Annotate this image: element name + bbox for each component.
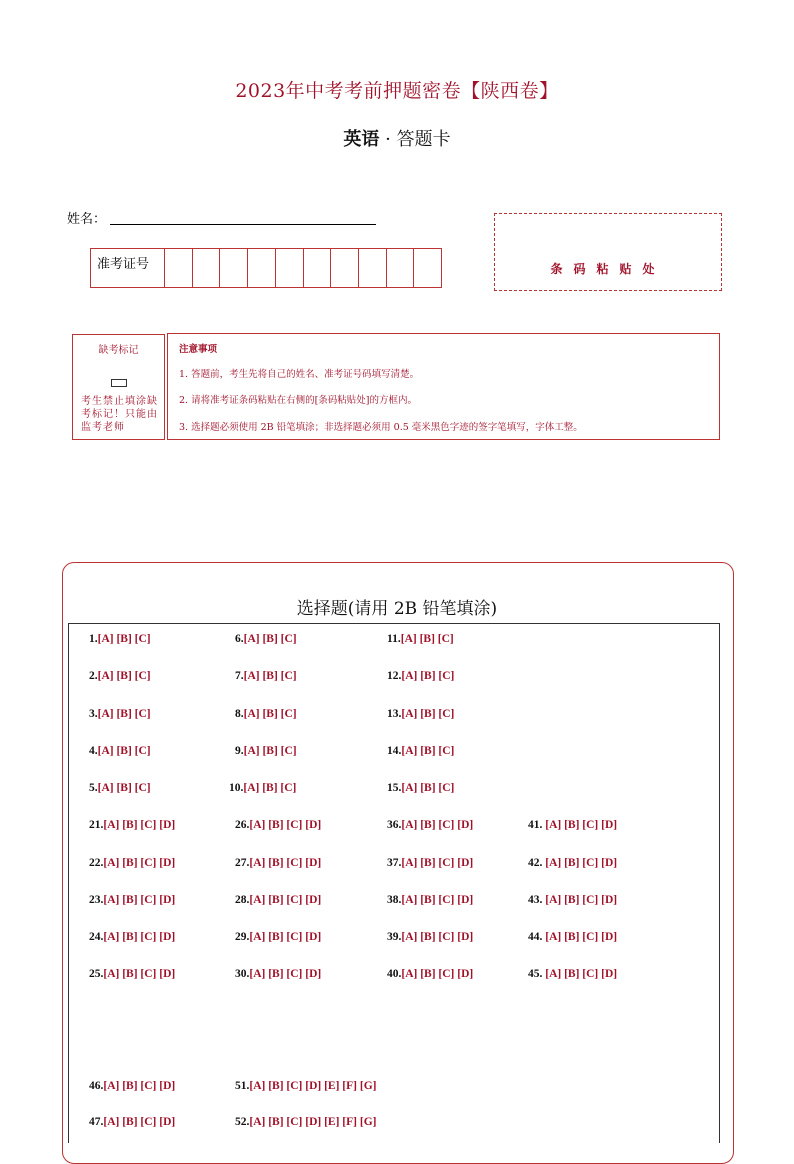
question-row[interactable] (528, 968, 617, 980)
question-row[interactable] (235, 819, 321, 831)
question-options[interactable]: [A] [B] [C] [D] (401, 931, 474, 943)
absent-mark-checkbox[interactable] (111, 379, 127, 387)
notice-item: 1. 答题前，考生先将自己的姓名、准考证号码填写清楚。 (179, 369, 420, 380)
question-row[interactable] (89, 633, 151, 645)
question-number: 6. (235, 633, 244, 645)
question-options[interactable]: [A] [B] [C] (243, 782, 297, 794)
question-row[interactable] (89, 1080, 175, 1092)
question-options[interactable]: [A] [B] [C] [D] (103, 1080, 176, 1092)
question-number: 10. (229, 782, 244, 794)
question-options[interactable]: [A] [B] [C] [D] (103, 857, 176, 869)
question-options[interactable]: [A] [B] [C] [D] [E] [F] [G] (249, 1080, 377, 1092)
question-row[interactable] (387, 633, 454, 645)
question-row[interactable] (528, 819, 617, 831)
question-options[interactable]: [A] [B] [C] (401, 670, 455, 682)
barcode-label: 条码粘贴处 (550, 262, 666, 276)
question-row[interactable] (528, 931, 617, 943)
absent-note: 考生禁止填涂缺考标记！只能由监考老师 (81, 396, 158, 433)
question-row[interactable] (229, 782, 296, 794)
question-row[interactable] (387, 819, 473, 831)
question-options[interactable]: [A] [B] [C] [D] (545, 894, 618, 906)
question-number: 9. (235, 745, 244, 757)
question-options[interactable]: [A] [B] [C] (401, 708, 455, 720)
question-number: 12. (387, 670, 402, 682)
question-row[interactable] (387, 894, 473, 906)
question-number: 14. (387, 745, 402, 757)
question-number: 13. (387, 708, 402, 720)
question-number: 1. (89, 633, 98, 645)
question-options[interactable]: [A] [B] [C] (97, 708, 151, 720)
question-options[interactable]: [A] [B] [C] [D] (249, 857, 322, 869)
question-row[interactable] (235, 670, 297, 682)
exam-id-cell[interactable] (331, 249, 359, 287)
question-number: 38. (387, 894, 402, 906)
question-row[interactable] (528, 894, 617, 906)
question-number: 22. (89, 857, 104, 869)
question-options[interactable]: [A] [B] [C] (243, 633, 297, 645)
question-options[interactable]: [A] [B] [C] [D] (545, 857, 618, 869)
question-number: 5. (89, 782, 98, 794)
question-options[interactable]: [A] [B] [C] [D] (545, 968, 618, 980)
question-row[interactable] (387, 708, 454, 720)
question-number: 28. (235, 894, 250, 906)
question-row[interactable] (89, 782, 151, 794)
exam-id-cell[interactable] (165, 249, 193, 287)
question-options[interactable]: [A] [B] [C] (97, 782, 151, 794)
question-number: 27. (235, 857, 250, 869)
question-number: 40. (387, 968, 402, 980)
question-number: 39. (387, 931, 402, 943)
question-number: 42. (528, 857, 543, 869)
notice-item: 3. 选择题必须使用 2B 铅笔填涂；非选择题必须用 0.5 毫米黑色字迹的签字笔填写，字体工整。 (179, 422, 583, 433)
question-options[interactable]: [A] [B] [C] (243, 708, 297, 720)
question-options[interactable]: [A] [B] [C] [D] (401, 819, 474, 831)
question-options[interactable]: [A] [B] [C] [D] (249, 931, 322, 943)
question-row[interactable] (387, 745, 454, 757)
barcode-area (494, 213, 722, 291)
question-row[interactable] (387, 968, 473, 980)
question-row[interactable] (235, 968, 321, 980)
question-options[interactable]: [A] [B] [C] (401, 745, 455, 757)
exam-id-cell[interactable] (193, 249, 221, 287)
question-number: 11. (387, 633, 401, 645)
question-row[interactable] (89, 745, 151, 757)
question-row[interactable] (387, 782, 454, 794)
question-row[interactable] (89, 931, 175, 943)
question-options[interactable]: [A] [B] [C] (400, 633, 454, 645)
question-options[interactable]: [A] [B] [C] [D] (249, 894, 322, 906)
question-row[interactable] (528, 857, 617, 869)
exam-id-cell[interactable] (387, 249, 415, 287)
question-options[interactable]: [A] [B] [C] (401, 782, 455, 794)
notice-title: 注意事项 (179, 344, 218, 355)
question-number: 8. (235, 708, 244, 720)
question-number: 44. (528, 931, 543, 943)
question-options[interactable]: [A] [B] [C] (97, 633, 151, 645)
question-row[interactable] (89, 894, 175, 906)
question-number: 2. (89, 670, 98, 682)
question-row[interactable] (387, 670, 454, 682)
question-row[interactable] (235, 1080, 376, 1092)
question-number: 51. (235, 1080, 250, 1092)
question-number: 46. (89, 1080, 104, 1092)
question-row[interactable] (89, 857, 175, 869)
question-options[interactable]: [A] [B] [C] [D] (103, 1116, 176, 1128)
question-number: 43. (528, 894, 543, 906)
exam-id-cell[interactable] (414, 249, 441, 287)
subject-label: 英语 (343, 129, 380, 150)
exam-id-cell[interactable] (248, 249, 276, 287)
question-number: 24. (89, 931, 104, 943)
question-number: 3. (89, 708, 98, 720)
card-label: 答题卡 (396, 129, 451, 150)
question-row[interactable] (235, 745, 297, 757)
question-options[interactable]: [A] [B] [C] (97, 670, 151, 682)
question-options[interactable]: [A] [B] [C] (243, 745, 297, 757)
question-options[interactable]: [A] [B] [C] [D] (249, 968, 322, 980)
question-options[interactable]: [A] [B] [C] [D] (103, 819, 176, 831)
question-row[interactable] (235, 857, 321, 869)
name-label: 姓名： (67, 212, 107, 227)
question-row[interactable] (89, 968, 175, 980)
question-number: 23. (89, 894, 104, 906)
name-field[interactable] (110, 224, 376, 225)
page-subtitle (0, 125, 794, 151)
question-number: 30. (235, 968, 250, 980)
question-row[interactable] (235, 633, 297, 645)
question-row[interactable] (235, 894, 321, 906)
exam-id-box (90, 248, 442, 288)
subtitle-dot: · (385, 129, 391, 150)
question-row[interactable] (89, 819, 175, 831)
notice-box (167, 333, 720, 440)
section-title: 选择题(请用 2B 铅笔填涂) (296, 599, 498, 619)
question-row[interactable] (387, 857, 473, 869)
notice-item: 2. 请将准考证条码粘贴在右侧的[条码粘贴处]的方框内。 (179, 395, 417, 406)
question-row[interactable] (235, 931, 321, 943)
exam-id-cell[interactable] (359, 249, 387, 287)
question-row[interactable] (387, 931, 473, 943)
question-options[interactable]: [A] [B] [C] [D] (545, 819, 618, 831)
question-options[interactable]: [A] [B] [C] (97, 745, 151, 757)
question-number: 15. (387, 782, 402, 794)
question-options[interactable]: [A] [B] [C] [D] [E] [F] [G] (249, 1116, 377, 1128)
exam-id-cell[interactable] (276, 249, 304, 287)
absent-title: 缺考标记 (98, 345, 139, 356)
question-number: 25. (89, 968, 104, 980)
answer-grid (68, 623, 720, 1143)
exam-id-cell[interactable] (220, 249, 248, 287)
question-options[interactable]: [A] [B] [C] [D] (401, 968, 474, 980)
question-row[interactable] (235, 1116, 376, 1128)
question-options[interactable]: [A] [B] [C] [D] (249, 819, 322, 831)
question-options[interactable]: [A] [B] [C] [D] (103, 894, 176, 906)
page-title: 2023年中考考前押题密卷【陕西卷】 (235, 80, 559, 102)
question-number: 52. (235, 1116, 250, 1128)
question-options[interactable]: [A] [B] [C] [D] (545, 931, 618, 943)
question-number: 36. (387, 819, 402, 831)
question-options[interactable]: [A] [B] [C] [D] (401, 857, 474, 869)
question-options[interactable]: [A] [B] [C] (243, 670, 297, 682)
question-number: 29. (235, 931, 250, 943)
question-options[interactable]: [A] [B] [C] [D] (401, 894, 474, 906)
question-row[interactable] (89, 1116, 175, 1128)
exam-id-cell[interactable] (304, 249, 332, 287)
question-number: 47. (89, 1116, 104, 1128)
question-number: 7. (235, 670, 244, 682)
question-row[interactable] (235, 708, 297, 720)
exam-id-label: 准考证号 (91, 249, 165, 287)
question-row[interactable] (89, 670, 151, 682)
absent-mark-box (72, 334, 165, 440)
question-options[interactable]: [A] [B] [C] [D] (103, 968, 176, 980)
question-number: 21. (89, 819, 104, 831)
question-number: 4. (89, 745, 98, 757)
question-number: 26. (235, 819, 250, 831)
question-number: 41. (528, 819, 543, 831)
question-row[interactable] (89, 708, 151, 720)
question-number: 37. (387, 857, 402, 869)
question-number: 45. (528, 968, 543, 980)
question-options[interactable]: [A] [B] [C] [D] (103, 931, 176, 943)
